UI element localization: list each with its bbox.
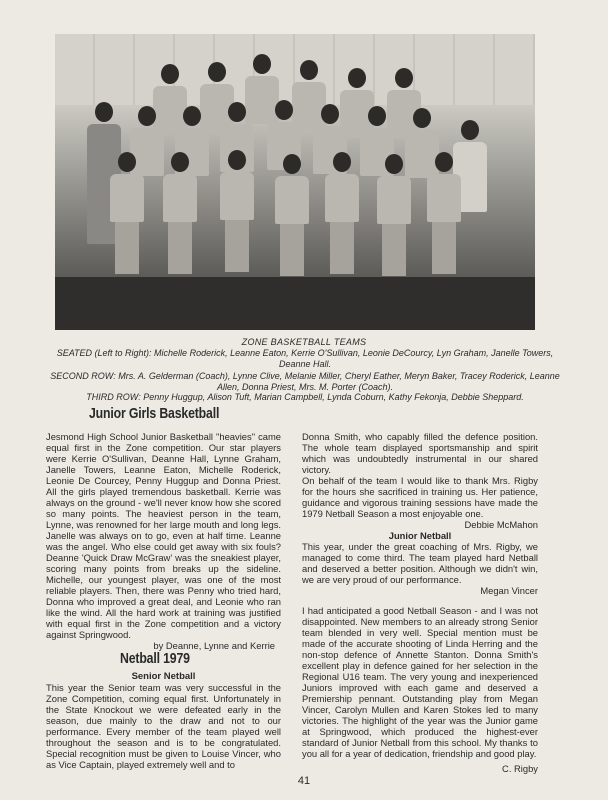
player-figure [275,154,309,276]
player-figure [163,152,197,274]
signoff-megan: Megan Vincer [480,585,538,596]
subheading-senior-netball: Senior Netball [131,671,196,682]
right-column [302,431,538,774]
photo-floor [55,277,535,330]
heading-junior-girls-basketball: Junior Girls Basketball [89,405,220,422]
basketball-signoff: by Deanne, Lynne and Kerrie [153,640,275,651]
basketball-paragraph: Jesmond High School Junior Basketball "heavies" came equal first in the Zone competition. Our star players were Kerrie O'Sullivan, Deanne Hall, Lynne Graham, Janelle Towers, Leanne Eaton, Michelle Roderick, Leonie De Courcey, Penny Huggup and Donna Priest. All the girls played tremendous basketball. Kerrie was always on the ground - we'll never know how she scored so many points. The heaviest person in the team, Lynne, was renowned for her large mouth and long legs. Janelle was always on to go, even at half time. Leanne was the angel. Who else could get away with six fouls? Deanne 'Quick Draw McGraw' was the sneakiest player, scoring many points from breaks up the sideline. Michelle, our youngest player, was one of the most reliable players. Then, there was Penny who tried hard, Donna who improved a great deal, and Leonie who ran like the wind. All the hard work at training was justified with equal first in the Zone competition and a victory against Springwood. [46,431,281,640]
junior-netball-paragraph: This year, under the great coaching of Mrs. Rigby, we managed to come third. The team played hard Netball and deserved a better position. Although we didn't win, we are very proud of our performance. [302,541,538,585]
page-number: 41 [297,775,311,787]
senior-netball-continued: Donna Smith, who capably filled the defence position. The whole team displayed sportsmanship and spirit which was undoubtedly instrumental in our shared victory. [302,431,538,475]
caption-title: ZONE BASKETBALL TEAMS [241,337,367,347]
caption-seated: SEATED (Left to Right): Michelle Roderick, Leanne Eaton, Kerrie O'Sullivan, Leonie DeCourcy, Lyn Graham, Janelle Towers, Deanne Hall. [56,348,554,369]
signoff-debbie: Debbie McMahon [464,519,538,530]
thanks-paragraph: On behalf of the team I would like to thank Mrs. Rigby for the hours she sacrificed in training us. Her patience, guidance and vigorous training sessions have made the 1979 Netball Season a most enjoyable one. [302,475,538,519]
player-figure [110,152,144,274]
heading-netball-1979: Netball 1979 [120,650,190,667]
senior-netball-paragraph: This year the Senior team was very successful in the Zone Competition, coming equal first. Unfortunately in the State Knockout we were defeated early in the season, due mainly to the draw and not to our performance. Every member of the team played well throughout the season and is to be congratulated. Special recognition must be given to Louise Vincer, who as Vice Captain, played extremely well and to [46,682,281,770]
player-figure [427,152,461,274]
player-figure [377,154,411,276]
senior-netball-article [46,682,281,770]
player-figure [220,150,254,272]
caption-second-row: SECOND ROW: Mrs. A. Gelderman (Coach), Lynne Clive, Melanie Miller, Cheryl Eather, Meryn Baker, Tracey Roderick, Leanne Allen, Donna Priest, Mrs. M. Porter (Coach). [50,371,560,392]
team-photo [55,34,535,330]
player-figure [325,152,359,274]
coach-paragraph: I had anticipated a good Netball Season - and I was not disappointed. New members to an already strong Senior team blended in very well. Special mention must be made of the accurate shooting of Linda Herring and the non-stop defence of Annette Stanton. Donna Smith's excellent play in defence gained for her selection in the Regional U16 team. The very young and inexperienced Juniors improved with each game and deserved a Premiership pennant. Outstanding play from Megan Vincer, Carolyn Mullen and Karen Stokes led to many victories. The highlight of the year was the Junior game at Springwood, which produced the highest-ever standard of Junior Netball from this school. My thanks to you all for a year of dedication, friendship and good play. [302,605,538,759]
signoff-rigby: C. Rigby [502,763,538,774]
subheading-junior-netball: Junior Netball [388,530,452,541]
caption-third-row: THIRD ROW: Penny Huggup, Alison Tuft, Marian Campbell, Lynda Coburn, Kathy Fekonja, Debbie Sheppard. [86,392,524,402]
basketball-article [46,431,281,651]
